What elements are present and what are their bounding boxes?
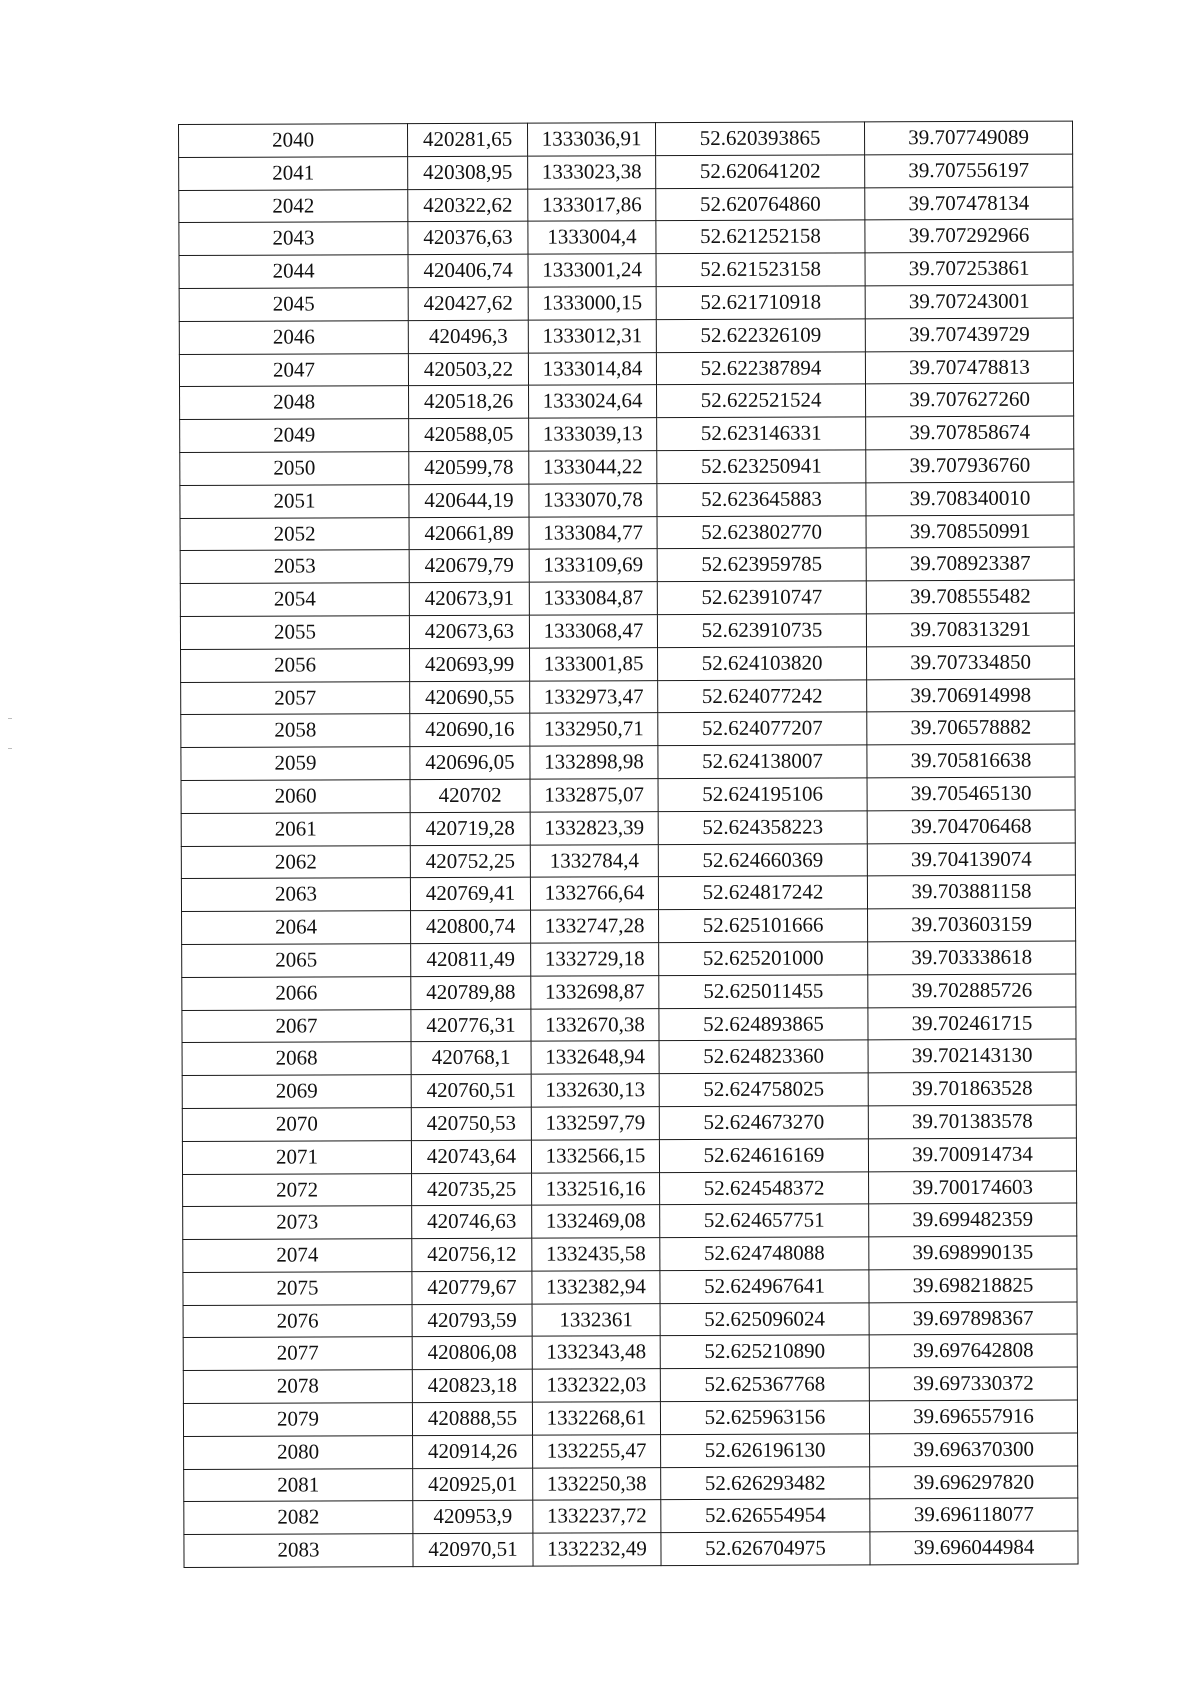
y-coordinate-cell: 1332747,28 [531,910,659,943]
point-number-cell: 2061 [181,812,410,846]
longitude-cell: 39.701863528 [868,1072,1076,1106]
table-row [179,285,1073,321]
point-number-cell: 2045 [179,288,408,322]
y-coordinate-cell: 1332469,08 [532,1205,660,1238]
table-row [179,154,1073,190]
table-row [180,416,1074,452]
y-coordinate-cell: 1333084,87 [529,582,657,615]
latitude-cell: 52.623959785 [657,548,866,582]
table-row [181,843,1075,879]
latitude-cell: 52.622521524 [657,384,866,418]
point-number-cell: 2064 [182,911,411,945]
y-coordinate-cell: 1333070,78 [529,483,657,516]
y-coordinate-cell: 1332630,13 [531,1074,659,1107]
y-coordinate-cell: 1332950,71 [530,713,658,746]
point-number-cell: 2072 [183,1173,412,1207]
table-row [183,1302,1077,1338]
x-coordinate-cell: 420746,63 [412,1205,532,1238]
longitude-cell: 39.701383578 [868,1105,1076,1139]
y-coordinate-cell: 1332729,18 [531,943,659,976]
longitude-cell: 39.703603159 [868,908,1076,942]
longitude-cell: 39.703338618 [868,941,1076,975]
longitude-cell: 39.707292966 [865,219,1073,253]
point-number-cell: 2073 [183,1206,412,1240]
longitude-cell: 39.707439729 [865,318,1073,352]
latitude-cell: 52.624758025 [659,1073,868,1107]
table-row [182,1105,1076,1141]
point-number-cell: 2053 [180,550,409,584]
point-number-cell: 2046 [179,320,408,354]
table-row [183,1203,1077,1239]
table-row [180,449,1074,485]
x-coordinate-cell: 420823,18 [412,1369,532,1402]
y-coordinate-cell: 1333023,38 [528,155,656,188]
point-number-cell: 2041 [179,156,408,190]
table-row [183,1269,1077,1305]
point-number-cell: 2082 [184,1501,413,1535]
point-number-cell: 2042 [179,189,408,223]
table-row [183,1236,1077,1272]
latitude-cell: 52.620393865 [655,122,864,156]
y-coordinate-cell: 1333017,86 [528,188,656,221]
x-coordinate-cell: 420768,1 [411,1041,531,1074]
longitude-cell: 39.707253861 [865,252,1073,286]
latitude-cell: 52.624358223 [658,811,867,845]
y-coordinate-cell: 1332784,4 [530,844,658,877]
latitude-cell: 52.624616169 [659,1139,868,1173]
latitude-cell: 52.621523158 [656,253,865,287]
table-row [183,1171,1077,1207]
x-coordinate-cell: 420719,28 [410,812,530,845]
point-number-cell: 2078 [183,1370,412,1404]
point-number-cell: 2050 [180,452,409,486]
longitude-cell: 39.697898367 [869,1302,1077,1336]
table-row [181,875,1075,911]
latitude-cell: 52.623802770 [657,515,866,549]
longitude-cell: 39.707334850 [867,646,1075,680]
x-coordinate-cell: 420953,9 [413,1501,533,1534]
y-coordinate-cell: 1332973,47 [530,680,658,713]
y-coordinate-cell: 1332237,72 [533,1500,661,1533]
latitude-cell: 52.624195106 [658,778,867,812]
longitude-cell: 39.707243001 [865,285,1073,319]
table-row [182,1039,1076,1075]
latitude-cell: 52.623645883 [657,483,866,517]
latitude-cell: 52.626554954 [661,1499,870,1533]
longitude-cell: 39.707749089 [864,121,1072,155]
latitude-cell: 52.621710918 [656,286,865,320]
x-coordinate-cell: 420925,01 [413,1468,533,1501]
latitude-cell: 52.624673270 [659,1106,868,1140]
x-coordinate-cell: 420800,74 [411,910,531,943]
longitude-cell: 39.707627260 [866,383,1074,417]
longitude-cell: 39.702143130 [868,1039,1076,1073]
y-coordinate-cell: 1333024,64 [529,385,657,418]
x-coordinate-cell: 420702 [410,779,530,812]
latitude-cell: 52.624548372 [660,1171,869,1205]
x-coordinate-cell: 420690,55 [410,681,530,714]
y-coordinate-cell: 1332597,79 [531,1107,659,1140]
table-row [183,1400,1077,1436]
point-number-cell: 2044 [179,255,408,289]
latitude-cell: 52.623146331 [657,417,866,451]
longitude-cell: 39.707858674 [866,416,1074,450]
longitude-cell: 39.707556197 [865,154,1073,188]
latitude-cell: 52.622387894 [656,351,865,385]
point-number-cell: 2069 [182,1075,411,1109]
latitude-cell: 52.624817242 [658,876,867,910]
latitude-cell: 52.625101666 [659,909,868,943]
table-row [179,219,1073,255]
point-number-cell: 2081 [184,1468,413,1502]
table-row [179,187,1073,223]
y-coordinate-cell: 1333044,22 [529,451,657,484]
longitude-cell: 39.696297820 [870,1466,1078,1500]
latitude-cell: 52.625096024 [660,1303,869,1337]
point-number-cell: 2075 [183,1272,412,1306]
point-number-cell: 2051 [180,484,409,518]
longitude-cell: 39.706578882 [867,711,1075,745]
y-coordinate-cell: 1332698,87 [531,975,659,1008]
table-row [182,941,1076,977]
point-number-cell: 2067 [182,1009,411,1043]
x-coordinate-cell: 420779,67 [412,1271,532,1304]
table-row [180,547,1074,583]
latitude-cell: 52.625963156 [660,1401,869,1435]
longitude-cell: 39.708313291 [866,613,1074,647]
y-coordinate-cell: 1332255,47 [533,1435,661,1468]
longitude-cell: 39.697642808 [869,1335,1077,1369]
point-number-cell: 2048 [180,386,409,420]
longitude-cell: 39.696557916 [869,1400,1077,1434]
point-number-cell: 2056 [181,648,410,682]
point-number-cell: 2080 [184,1435,413,1469]
latitude-cell: 52.624748088 [660,1237,869,1271]
longitude-cell: 39.700174603 [869,1171,1077,1205]
table-row [182,974,1076,1010]
latitude-cell: 52.623910735 [657,614,866,648]
latitude-cell: 52.623250941 [657,450,866,484]
point-number-cell: 2079 [183,1403,412,1437]
point-number-cell: 2083 [184,1534,413,1568]
y-coordinate-cell: 1333036,91 [527,123,655,156]
x-coordinate-cell: 420750,53 [411,1107,531,1140]
x-coordinate-cell: 420811,49 [411,943,531,976]
longitude-cell: 39.702885726 [868,974,1076,1008]
latitude-cell: 52.624657751 [660,1204,869,1238]
x-coordinate-cell: 420690,16 [410,713,530,746]
latitude-cell: 52.624077207 [658,712,867,746]
x-coordinate-cell: 420776,31 [411,1009,531,1042]
latitude-cell: 52.623910747 [657,581,866,615]
y-coordinate-cell: 1333004,4 [528,221,656,254]
y-coordinate-cell: 1332823,39 [530,811,658,844]
point-number-cell: 2063 [181,878,410,912]
x-coordinate-cell: 420518,26 [409,386,529,419]
table-row [183,1335,1077,1371]
x-coordinate-cell: 420644,19 [409,484,529,517]
y-coordinate-cell: 1332516,16 [532,1172,660,1205]
point-number-cell: 2068 [182,1042,411,1076]
y-coordinate-cell: 1332875,07 [530,779,658,812]
latitude-cell: 52.624077242 [658,679,867,713]
x-coordinate-cell: 420673,63 [409,615,529,648]
x-coordinate-cell: 420793,59 [412,1304,532,1337]
latitude-cell: 52.624103820 [658,647,867,681]
point-number-cell: 2052 [180,517,409,551]
table-row [184,1466,1078,1502]
table-row [184,1531,1078,1567]
point-number-cell: 2040 [179,124,408,158]
x-coordinate-cell: 420406,74 [408,254,528,287]
y-coordinate-cell: 1333039,13 [529,418,657,451]
y-coordinate-cell: 1332268,61 [532,1402,660,1435]
longitude-cell: 39.696118077 [870,1499,1078,1533]
longitude-cell: 39.696044984 [870,1531,1078,1565]
longitude-cell: 39.698990135 [869,1236,1077,1270]
x-coordinate-cell: 420752,25 [410,845,530,878]
point-number-cell: 2054 [180,583,409,617]
coordinates-table [178,121,1079,1568]
table-row [182,1007,1076,1043]
table-row [179,121,1073,157]
table-row [181,744,1075,780]
table-row [182,1138,1076,1174]
y-coordinate-cell: 1332322,03 [532,1369,660,1402]
point-number-cell: 2071 [182,1140,411,1174]
latitude-cell: 52.624660369 [658,843,867,877]
point-number-cell: 2043 [179,222,408,256]
point-number-cell: 2047 [179,353,408,387]
table-row [180,482,1074,518]
table-row [181,777,1075,813]
x-coordinate-cell: 420376,63 [408,222,528,255]
point-number-cell: 2066 [182,976,411,1010]
latitude-cell: 52.626293482 [661,1467,870,1501]
x-coordinate-cell: 420914,26 [413,1435,533,1468]
coordinates-table-body [179,121,1079,1567]
x-coordinate-cell: 420789,88 [411,976,531,1009]
x-coordinate-cell: 420735,25 [412,1173,532,1206]
longitude-cell: 39.702461715 [868,1007,1076,1041]
scan-speck [8,718,12,719]
x-coordinate-cell: 420503,22 [408,353,528,386]
longitude-cell: 39.700914734 [868,1138,1076,1172]
point-number-cell: 2065 [182,944,411,978]
x-coordinate-cell: 420496,3 [408,320,528,353]
table-row [181,679,1075,715]
latitude-cell: 52.626704975 [661,1532,870,1566]
latitude-cell: 52.624967641 [660,1270,869,1304]
table-row [183,1367,1077,1403]
point-number-cell: 2062 [181,845,410,879]
longitude-cell: 39.706914998 [867,679,1075,713]
longitude-cell: 39.707478134 [865,187,1073,221]
table-row [184,1499,1078,1535]
latitude-cell: 52.625367768 [660,1368,869,1402]
y-coordinate-cell: 1332648,94 [531,1041,659,1074]
y-coordinate-cell: 1333084,77 [529,516,657,549]
x-coordinate-cell: 420693,99 [410,648,530,681]
latitude-cell: 52.620764860 [656,187,865,221]
longitude-cell: 39.699482359 [869,1203,1077,1237]
longitude-cell: 39.705465130 [867,777,1075,811]
point-number-cell: 2059 [181,747,410,781]
y-coordinate-cell: 1333012,31 [528,319,656,352]
y-coordinate-cell: 1333001,24 [528,254,656,287]
y-coordinate-cell: 1333068,47 [529,615,657,648]
longitude-cell: 39.697330372 [869,1367,1077,1401]
latitude-cell: 52.624138007 [658,745,867,779]
x-coordinate-cell: 420599,78 [409,451,529,484]
x-coordinate-cell: 420806,08 [412,1337,532,1370]
table-row [184,1433,1078,1469]
y-coordinate-cell: 1332382,94 [532,1271,660,1304]
table-row [180,515,1074,551]
x-coordinate-cell: 420888,55 [412,1402,532,1435]
x-coordinate-cell: 420743,64 [411,1140,531,1173]
y-coordinate-cell: 1333000,15 [528,287,656,320]
x-coordinate-cell: 420673,91 [409,582,529,615]
latitude-cell: 52.624893865 [659,1007,868,1041]
longitude-cell: 39.704139074 [867,843,1075,877]
point-number-cell: 2060 [181,780,410,814]
x-coordinate-cell: 420756,12 [412,1238,532,1271]
table-row [179,318,1073,354]
x-coordinate-cell: 420661,89 [409,517,529,550]
table-row [179,252,1073,288]
table-row [181,711,1075,747]
x-coordinate-cell: 420760,51 [411,1074,531,1107]
latitude-cell: 52.622326109 [656,319,865,353]
y-coordinate-cell: 1332566,15 [531,1139,659,1172]
x-coordinate-cell: 420588,05 [409,418,529,451]
y-coordinate-cell: 1333001,85 [530,647,658,680]
y-coordinate-cell: 1332670,38 [531,1008,659,1041]
point-number-cell: 2076 [183,1304,412,1338]
table-row [180,613,1074,649]
y-coordinate-cell: 1332898,98 [530,746,658,779]
point-number-cell: 2049 [180,419,409,453]
table-row [180,580,1074,616]
longitude-cell: 39.705816638 [867,744,1075,778]
x-coordinate-cell: 420427,62 [408,287,528,320]
x-coordinate-cell: 420322,62 [408,189,528,222]
y-coordinate-cell: 1332435,58 [532,1238,660,1271]
x-coordinate-cell: 420281,65 [408,123,528,156]
longitude-cell: 39.708923387 [866,547,1074,581]
y-coordinate-cell: 1332361 [532,1303,660,1336]
latitude-cell: 52.625210890 [660,1335,869,1369]
x-coordinate-cell: 420769,41 [410,877,530,910]
x-coordinate-cell: 420696,05 [410,746,530,779]
y-coordinate-cell: 1332250,38 [533,1467,661,1500]
x-coordinate-cell: 420308,95 [408,156,528,189]
longitude-cell: 39.703881158 [867,875,1075,909]
longitude-cell: 39.698218825 [869,1269,1077,1303]
longitude-cell: 39.708555482 [866,580,1074,614]
latitude-cell: 52.620641202 [656,155,865,189]
longitude-cell: 39.707478813 [865,351,1073,385]
point-number-cell: 2077 [183,1337,412,1371]
y-coordinate-cell: 1333014,84 [528,352,656,385]
table-row [182,908,1076,944]
y-coordinate-cell: 1332232,49 [533,1533,661,1566]
x-coordinate-cell: 420970,51 [413,1533,533,1566]
longitude-cell: 39.708340010 [866,482,1074,516]
latitude-cell: 52.621252158 [656,220,865,254]
x-coordinate-cell: 420679,79 [409,550,529,583]
latitude-cell: 52.625011455 [659,975,868,1009]
point-number-cell: 2058 [181,714,410,748]
longitude-cell: 39.707936760 [866,449,1074,483]
table-row [179,351,1073,387]
point-number-cell: 2070 [182,1108,411,1142]
table-row [180,383,1074,419]
latitude-cell: 52.626196130 [661,1434,870,1468]
table-row [181,646,1075,682]
longitude-cell: 39.704706468 [867,810,1075,844]
point-number-cell: 2074 [183,1239,412,1273]
point-number-cell: 2057 [181,681,410,715]
y-coordinate-cell: 1333109,69 [529,549,657,582]
latitude-cell: 52.624823360 [659,1040,868,1074]
latitude-cell: 52.625201000 [659,942,868,976]
longitude-cell: 39.708550991 [866,515,1074,549]
y-coordinate-cell: 1332766,64 [530,877,658,910]
table-row [181,810,1075,846]
longitude-cell: 39.696370300 [870,1433,1078,1467]
table-row [182,1072,1076,1108]
scan-speck [8,748,12,749]
point-number-cell: 2055 [180,616,409,650]
y-coordinate-cell: 1332343,48 [532,1336,660,1369]
